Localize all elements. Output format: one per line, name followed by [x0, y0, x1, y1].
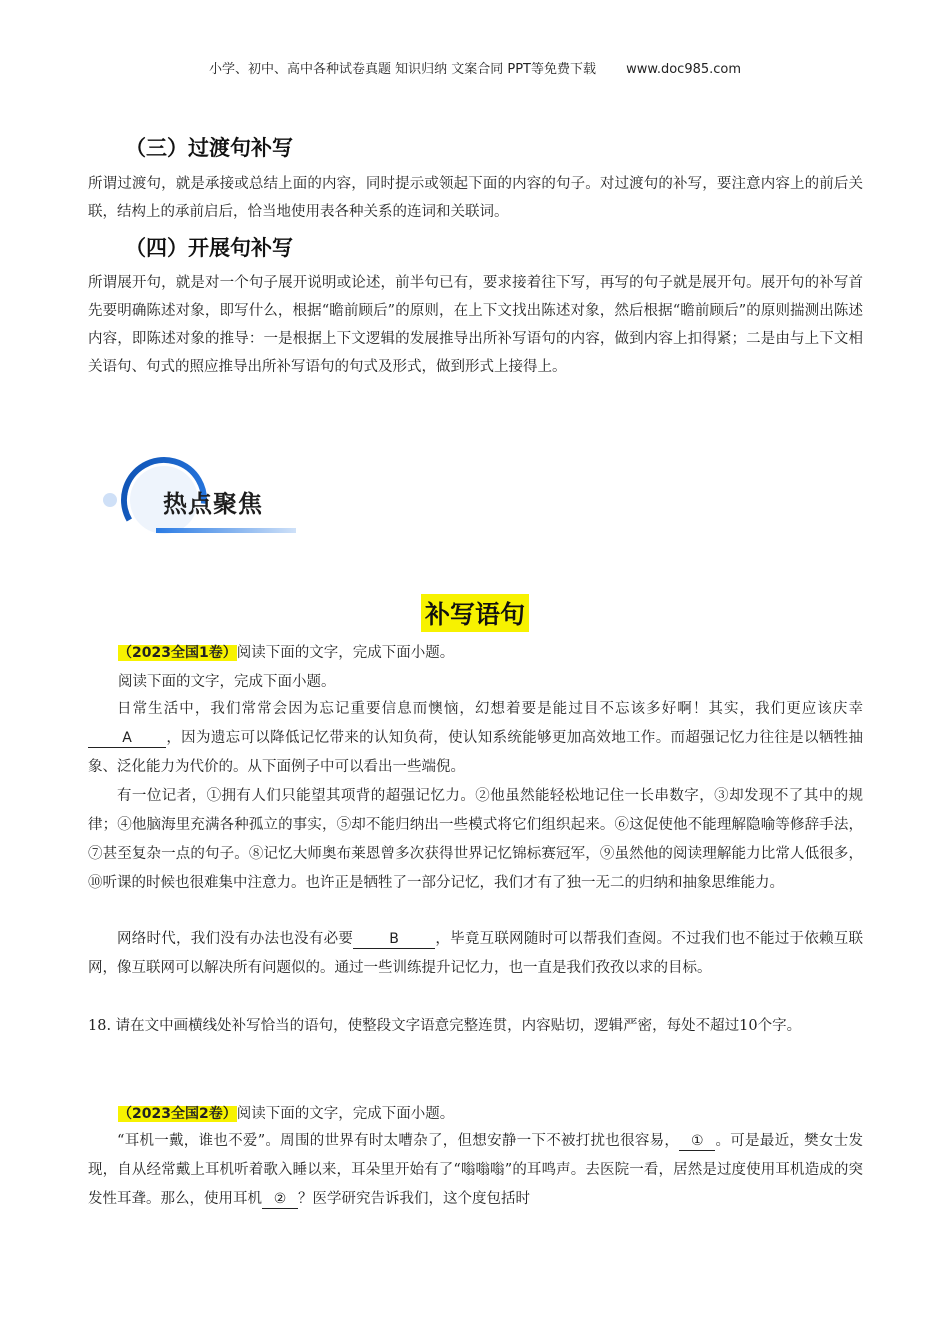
blank-a: A	[88, 729, 166, 748]
exam1-paragraph-2: 有一位记者，①拥有人们只能望其项背的超强记忆力。②他虽然能轻松地记住一长串数字，③却发现不了其中的规律；④他脑海里充满各种孤立的事实，⑤却不能归纳出一些模式将它们组织起来。⑥这促使他不能理解隐喻等修辞手法，⑦甚至复杂一点的句子。⑧记忆大师奥布莱恩曾多次获得世界记忆锦标赛冠军，⑨虽然他的阅读理解能力比常人低很多，⑩听课的时候也很难集中注意力。也许正是牺牲了一部分记忆，我们才有了独一无二的归纳和抽象思维能力。	[88, 788, 863, 891]
exam2-paragraph-1: “耳机一戴，谁也不爱”。周围的世界有时太嘈杂了，但想安静一下不被打扰也很容易， ① 。可是最近，樊女士发现，自从经常戴上耳机听着歌入睡以来，耳朵里开始有了“嗡嗡嗡”的耳鸣声。去医院一看，居然是过度使用耳机造成的突发性耳聋。那么，使用耳机 ② ？医学研究告诉我们，这个度包括时	[88, 1133, 864, 1207]
section-title-text: 补写语句	[421, 594, 529, 632]
exam1-tag: （2023全国1卷）	[118, 645, 237, 661]
exam2-tag: （2023全国2卷）	[118, 1106, 237, 1122]
section-heading-expansion: （四）开展句补写	[125, 236, 293, 260]
section-heading-transition: （三）过渡句补写	[125, 136, 293, 160]
exam1-question: 18. 请在文中画横线处补写恰当的语句，使整段文字语意完整连贯，内容贴切，逻辑严密，每处不超过10个字。	[88, 1018, 802, 1034]
section-body-expansion: 所谓展开句，就是对一个句子展开说明或论述，前半句已有，要求接着往下写，再写的句子就是展开句。展开句的补写首先要明确陈述对象，即写什么，根据“瞻前顾后”的原则，在上下文找出陈述对象，然后根据“瞻前顾后”的原则揣测出陈述内容，即陈述对象的推导：一是根据上下文逻辑的发展推导出所补写语句的内容，做到内容上扣得紧；二是由与上下文相关语句、句式的照应推导出所补写语句的句式及形式，做到形式上接得上。	[88, 275, 863, 375]
header-text: 小学、初中、高中各种试卷真题 知识归纳 文案合同 PPT等免费下载	[208, 62, 596, 77]
banner-dot-icon	[103, 493, 117, 507]
hot-topics-title: 热点聚焦	[163, 490, 263, 518]
exam1-paragraph-3: 网络时代，我们没有办法也没有必要 B ，毕竟互联网随时可以帮我们查阅。不过我们也不能过于依赖互联网，像互联网可以解决所有问题似的。通过一些训练提升记忆力，也一直是我们孜孜以求的目标。	[88, 931, 864, 976]
blank-1: ①	[679, 1132, 715, 1151]
section-body-transition: 所谓过渡句，就是承接或总结上面的内容，同时提示或领起下面的内容的句子。对过渡句的补写，要注意内容上的前后关联，结构上的承前启后，恰当地使用表各种关系的连词和关联词。	[88, 176, 863, 220]
page-header	[0, 58, 950, 77]
header-site-link[interactable]: www.doc985.com	[626, 62, 742, 77]
blank-2: ②	[262, 1190, 298, 1209]
exam2-intro: （2023全国2卷）阅读下面的文字，完成下面小题。	[118, 1106, 455, 1122]
exam1-intro: （2023全国1卷）阅读下面的文字，完成下面小题。	[118, 645, 455, 661]
exam1-intro-repeat: 阅读下面的文字，完成下面小题。	[118, 674, 336, 690]
section-title	[0, 594, 950, 632]
exam1-paragraph-1: 日常生活中，我们常常会因为忘记重要信息而懊恼，幻想着要是能过目不忘该多好啊！其实，我们更应该庆幸A ，因为遗忘可以降低记忆带来的认知负荷，使认知系统能够更加高效地工作。而超强记忆力往往是以牺牲抽象、泛化能力为代价的。从下面例子中可以看出一些端倪。	[88, 701, 863, 775]
blank-b: B	[353, 930, 435, 949]
